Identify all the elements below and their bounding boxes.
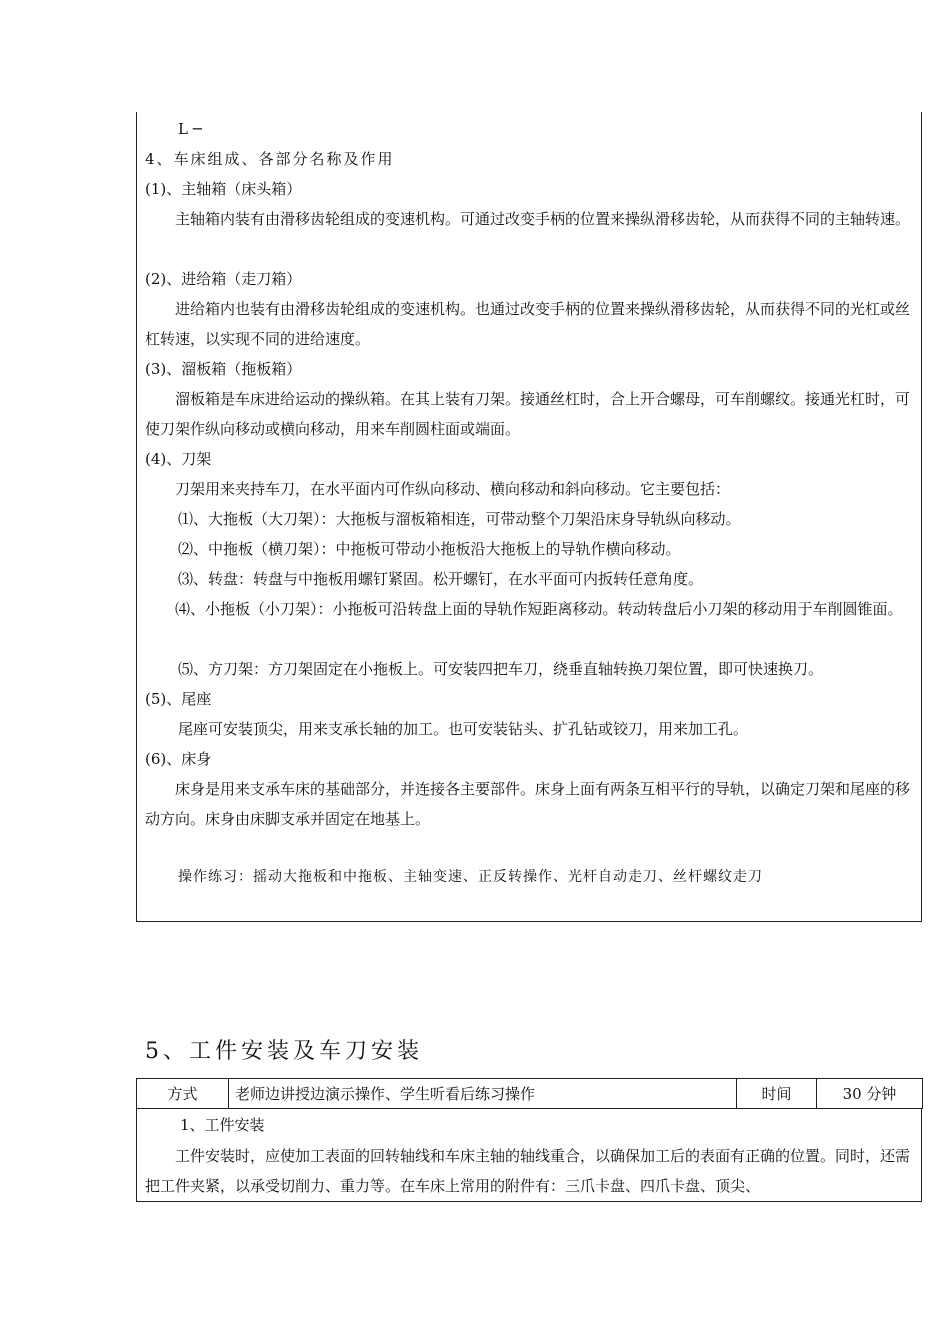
part-3-text: 溜板箱是车床进给运动的操纵箱。在其上装有刀架。接通丝杠时，合上开合螺母，可车削螺纹。接通光杠时，可使刀架作纵向移动或横向移动，用来车削圆柱面或端面。: [145, 390, 911, 438]
toolpost-item: ⑴、大拖板（大刀架）：大拖板与溜板箱相连，可带动整个刀架沿床身导轨纵向移动。: [178, 510, 741, 528]
part-2-heading: (2)、进给箱（走刀箱）: [145, 270, 302, 288]
part-4-text: 刀架用来夹持车刀，在水平面内可作纵向移动、横向移动和斜向移动。它主要包括：: [175, 480, 731, 498]
part-2-text: 进给箱内也装有由滑移齿轮组成的变速机构。也通过改变手柄的位置来操纵滑移齿轮，从而获得不同的光杠或丝杠转速，以实现不同的进给速度。: [145, 300, 911, 348]
toolpost-item: ⑸、方刀架：方刀架固定在小拖板上。可安装四把车刀，绕垂直轴转换刀架位置，即可快速换刀。: [178, 660, 824, 678]
part-6-heading: (6)、床身: [145, 750, 212, 768]
time-value: 30 分钟: [817, 1079, 923, 1109]
practice-text: 操作练习：摇动大拖板和中拖板、主轴变速、正反转操作、光杆自动走刀、丝杆螺纹走刀: [178, 869, 763, 885]
workpiece-text: 工件安装时，应使加工表面的回转轴线和车床主轴的轴线重合，以确保加工后的表面有正确的位置。同时，还需把工件夹紧，以承受切削力、重力等。在车床上常用的附件有：三爪卡盘、四爪卡盘、顶尖、: [145, 1147, 911, 1195]
toolpost-item: ⑵、中拖板（横刀架）：中拖板可带动小拖板沿大拖板上的导轨作横向移动。: [178, 540, 681, 558]
part-4-heading: (4)、刀架: [145, 450, 212, 468]
toolpost-item: ⑶、转盘：转盘与中拖板用螺钉紧固。松开螺钉，在水平面可内扳转任意角度。: [178, 570, 704, 588]
toolpost-item: ⑷、小拖板（小刀架）：小拖板可沿转盘上面的导轨作短距离移动。转动转盘后小刀架的移动用于车削圆锥面。: [175, 600, 903, 618]
part-6-text: 床身是用来支承车床的基础部分，并连接各主要部件。床身上面有两条互相平行的导轨，以确定刀架和尾座的移动方向。床身由床脚支承并固定在地基上。: [145, 780, 911, 828]
method-value: 老师边讲授边演示操作、学生听看后练习操作: [229, 1079, 737, 1109]
part-1-text: 主轴箱内装有由滑移齿轮组成的变速机构。可通过改变手柄的位置来操纵滑移齿轮，从而获得不同的主轴转速。: [175, 210, 911, 228]
part-3-heading: (3)、溜板箱（拖板箱）: [145, 360, 302, 378]
workpiece-subtitle: 1、工件安装: [180, 1116, 265, 1134]
time-label: 时间: [737, 1079, 817, 1109]
section-5-title: 5、工件安装及车刀安装: [145, 1039, 423, 1064]
method-table: [136, 1078, 923, 1109]
part-5-heading: (5)、尾座: [145, 690, 212, 708]
part-1-heading: (1)、主轴箱（床头箱）: [145, 180, 302, 198]
section-4-title: 4、车床组成、各部分名称及作用: [145, 150, 395, 168]
fragment-text: L ─: [178, 120, 202, 138]
method-label: 方式: [137, 1079, 229, 1109]
part-5-text: 尾座可安装顶尖，用来支承长轴的加工。也可安装钻头、扩孔钻或铰刀，用来加工孔。: [178, 720, 749, 738]
